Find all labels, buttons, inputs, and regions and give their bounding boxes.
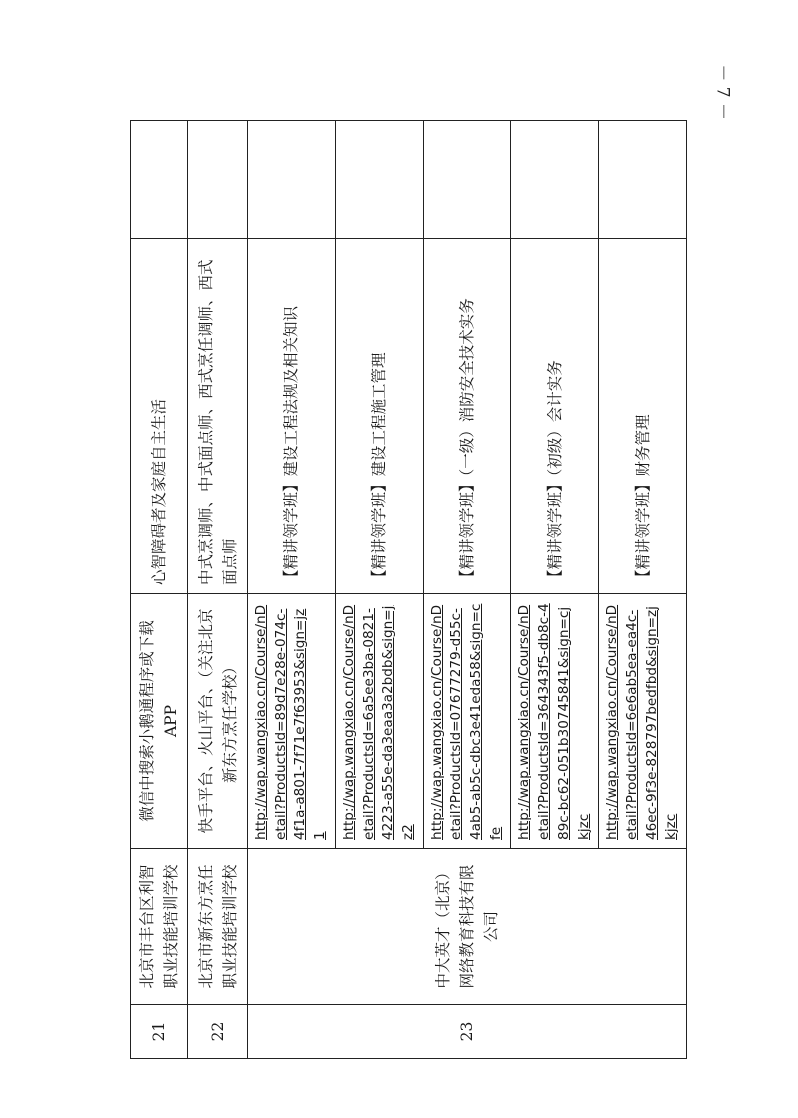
- remark-cell: [511, 121, 599, 239]
- course-link-cell: [248, 594, 336, 849]
- platform-text: 快手平台、火山平台、（关注北京新东方烹任学校）: [188, 594, 248, 849]
- remark-cell: [423, 121, 511, 239]
- table-row: [248, 121, 336, 1059]
- course-table: [130, 120, 687, 1059]
- remark-cell: [131, 121, 188, 239]
- course-link[interactable]: http://wap.wangxiao.cn/Course/nDetail?ProductsId=07677279-d55c-4ab5-ab5c-dbc3e41eda58&sign=cfe: [428, 603, 504, 840]
- course-name: 【精讲领学班】建设工程法规及相关知识: [248, 239, 336, 594]
- course-link[interactable]: http://wap.wangxiao.cn/Course/nDetail?ProductsId=364343f5-db8c-489c-bc62-051b30745841&sign=cjkjzc: [516, 603, 592, 840]
- row-number: 21: [131, 1005, 188, 1059]
- course-link-cell: [423, 594, 511, 849]
- course-name: 【精讲领学班】（一级）消防安全技术实务: [423, 239, 511, 594]
- course-name: 【精讲领学班】（初级）会计实务: [511, 239, 599, 594]
- organization-name: 北京市新东方烹任职业技能培训学校: [188, 849, 248, 1005]
- row-number: 22: [188, 1005, 248, 1059]
- course-link-cell: [335, 594, 423, 849]
- table-row: [188, 121, 248, 1059]
- course-link-cell: [511, 594, 599, 849]
- page-number: － 7 －: [713, 64, 733, 120]
- table-row: [131, 121, 188, 1059]
- remark-cell: [248, 121, 336, 239]
- organization-name: 北京市丰台区利智职业技能培训学校: [131, 849, 188, 1005]
- remark-cell: [599, 121, 687, 239]
- course-link[interactable]: http://wap.wangxiao.cn/Course/nDetail?ProductsId=89d7e28e-074c-4f1a-a801-7f71e7f63953&sign=jz1: [253, 604, 329, 840]
- row-number: 23: [248, 1005, 687, 1059]
- remark-cell: [335, 121, 423, 239]
- remark-cell: [188, 121, 248, 239]
- platform-text: 微信中搜索小鹅通程序或下载 APP: [131, 594, 188, 849]
- course-name: 中式烹调师、中式面点师、西式烹任调师、西式面点师: [188, 239, 248, 594]
- organization-name: 中大英才（北京）网络教育科技有限公司: [248, 849, 687, 1005]
- course-link-cell: [599, 594, 687, 849]
- table-wrapper: [130, 121, 680, 1059]
- course-name: 【精讲领学班】财务管理: [599, 239, 687, 594]
- course-link[interactable]: http://wap.wangxiao.cn/Course/nDetail?ProductsId=6e6ab5ea-ea4c-46ec-9f3e-828797bedfbd&sign=zjkjzc: [604, 604, 680, 840]
- course-link[interactable]: http://wap.wangxiao.cn/Course/nDetail?ProductsId=6a5ee3ba-0821-4223-a55e-da3eaa3a2bdb&sign=jz2: [340, 604, 416, 840]
- course-name: 【精讲领学班】建设工程施工管理: [335, 239, 423, 594]
- course-name: 心智障碍者及家庭自主生活: [131, 239, 188, 594]
